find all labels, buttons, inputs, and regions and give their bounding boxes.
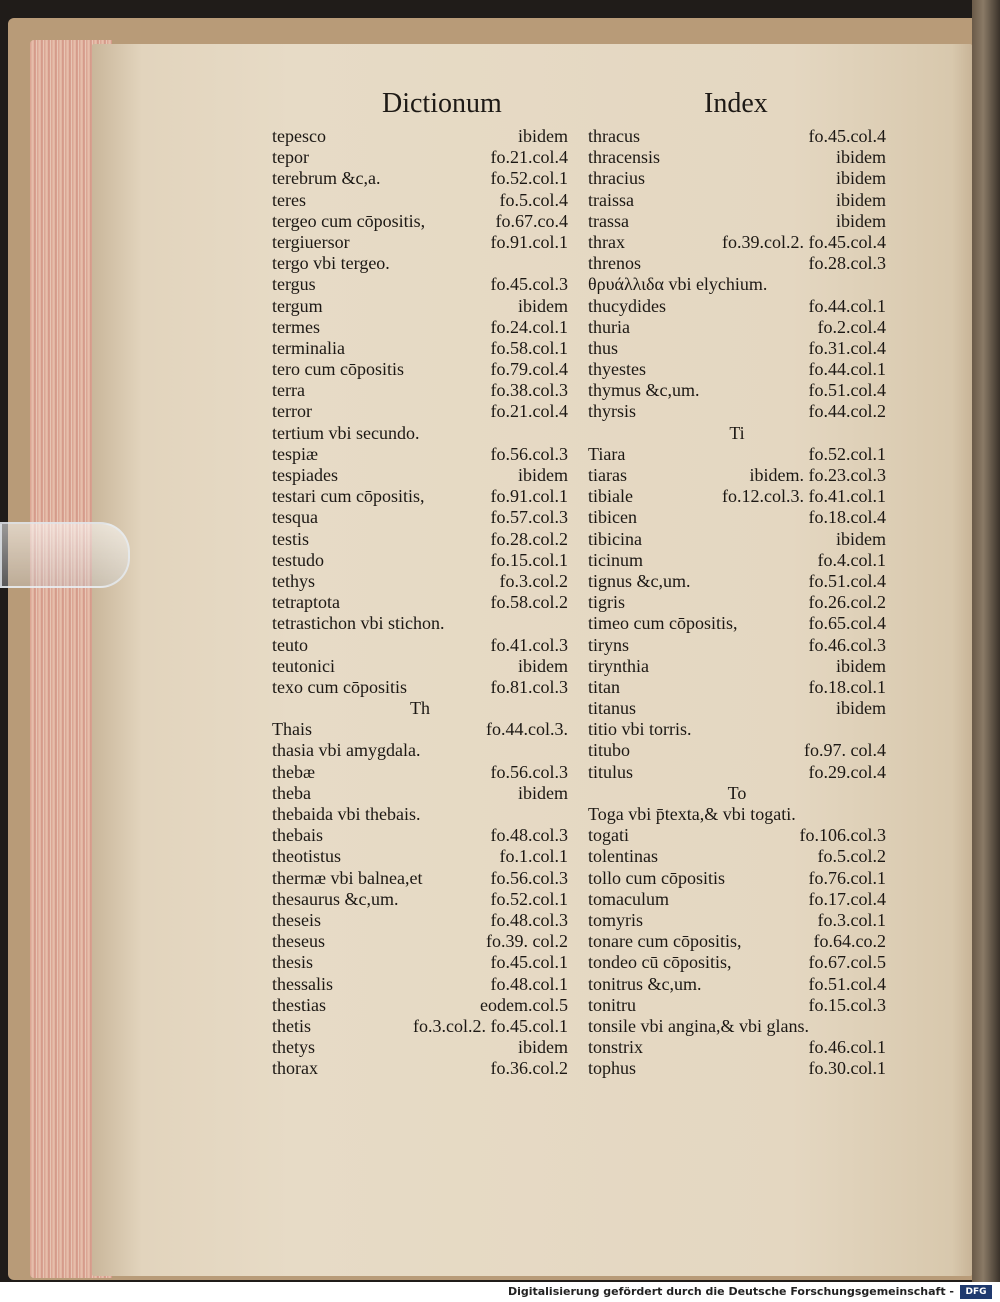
index-entry bbox=[588, 889, 886, 910]
index-term: thrax bbox=[588, 231, 625, 252]
section-heading bbox=[588, 783, 886, 804]
index-entry bbox=[588, 359, 886, 380]
index-entry bbox=[588, 444, 886, 465]
index-entry bbox=[588, 952, 886, 973]
index-term: theba bbox=[272, 782, 311, 803]
index-entry bbox=[588, 677, 886, 698]
index-term: Tiara bbox=[588, 443, 626, 464]
index-term: tollo cum cōpositis bbox=[588, 867, 725, 888]
index-term: tergiuersor bbox=[272, 231, 350, 252]
index-term: thesaurus &c,um. bbox=[272, 888, 399, 909]
index-reference: fo.51.col.4 bbox=[808, 973, 886, 994]
index-term: Toga vbi p̄texta,& vbi togati. bbox=[588, 804, 796, 824]
index-term: tespiades bbox=[272, 465, 338, 485]
index-term: testis bbox=[272, 528, 310, 549]
index-reference: fo.51.col.4 bbox=[808, 380, 886, 401]
index-reference: fo.81.col.3 bbox=[490, 676, 568, 697]
dfg-logo: DFG bbox=[960, 1285, 992, 1299]
index-term: θρυάλλιδα vbi elychium. bbox=[588, 274, 768, 295]
index-entry bbox=[272, 296, 568, 317]
index-term: terra bbox=[272, 380, 305, 401]
index-entry bbox=[272, 592, 568, 613]
index-entry bbox=[272, 635, 568, 656]
index-reference: fo.45.col.3 bbox=[490, 274, 568, 295]
index-term: terminalia bbox=[272, 337, 345, 358]
index-reference: fo.39. col.2 bbox=[486, 931, 568, 952]
index-entry bbox=[272, 910, 568, 931]
index-reference: fo.56.col.3 bbox=[490, 761, 568, 782]
index-term: tergum bbox=[272, 295, 323, 316]
index-reference: fo.17.col.4 bbox=[808, 888, 886, 909]
index-reference: fo.21.col.4 bbox=[490, 401, 568, 422]
index-term: thetys bbox=[272, 1037, 315, 1058]
index-entry bbox=[588, 868, 886, 889]
index-term: thuria bbox=[588, 316, 630, 337]
index-entry bbox=[588, 253, 886, 274]
index-entry bbox=[588, 613, 886, 634]
index-term: tiaras bbox=[588, 465, 627, 485]
index-reference: ibidem bbox=[518, 465, 568, 485]
index-entry bbox=[588, 740, 886, 761]
index-reference: ibidem bbox=[836, 189, 886, 210]
index-reference: fo.44.col.2 bbox=[808, 401, 886, 422]
index-column-left bbox=[272, 126, 568, 1079]
index-entry bbox=[272, 338, 568, 359]
index-term: thestias bbox=[272, 994, 326, 1015]
index-term: titanus bbox=[588, 698, 636, 719]
index-term: thebæ bbox=[272, 761, 315, 782]
index-term: thorax bbox=[272, 1058, 318, 1079]
index-term: tonstrix bbox=[588, 1037, 644, 1058]
index-term: texo cum cōpositis bbox=[272, 676, 407, 697]
index-entry bbox=[588, 804, 886, 825]
index-reference: fo.52.col.1 bbox=[490, 168, 568, 189]
index-term: theseis bbox=[272, 909, 321, 930]
index-reference: fo.46.col.3 bbox=[808, 634, 886, 655]
index-entry bbox=[272, 931, 568, 952]
index-entry bbox=[272, 952, 568, 973]
index-entry bbox=[588, 995, 886, 1016]
index-entry bbox=[272, 1058, 568, 1079]
index-reference: fo.29.col.4 bbox=[808, 761, 886, 782]
index-entry bbox=[272, 613, 568, 634]
index-entry bbox=[588, 147, 886, 168]
index-term: tonitru bbox=[588, 994, 636, 1015]
index-reference: fo.45.col.4 bbox=[808, 126, 886, 146]
index-term: theotistus bbox=[272, 846, 342, 867]
index-entry bbox=[588, 698, 886, 719]
index-entry bbox=[272, 783, 568, 804]
index-entry bbox=[272, 1016, 568, 1037]
index-reference: ibidem bbox=[518, 1037, 568, 1058]
index-term: thesis bbox=[272, 952, 314, 973]
index-term: threnos bbox=[588, 253, 641, 274]
index-entry bbox=[272, 846, 568, 867]
index-reference: fo.64.co.2 bbox=[813, 931, 886, 952]
index-reference: fo.41.col.3 bbox=[490, 634, 568, 655]
index-entry bbox=[272, 168, 568, 189]
index-entry bbox=[272, 274, 568, 295]
index-entry bbox=[272, 804, 568, 825]
index-reference: fo.26.col.2 bbox=[808, 592, 886, 613]
index-reference: fo.56.col.3 bbox=[490, 867, 568, 888]
index-reference: fo.97. col.4 bbox=[804, 740, 886, 761]
section-heading-label: Th bbox=[410, 698, 430, 719]
index-entry bbox=[272, 380, 568, 401]
index-entry bbox=[272, 507, 568, 528]
index-term: tiryns bbox=[588, 634, 630, 655]
index-entry bbox=[272, 147, 568, 168]
section-heading bbox=[588, 423, 886, 444]
index-reference: fo.31.col.4 bbox=[808, 337, 886, 358]
running-head-right: Index bbox=[704, 88, 768, 119]
index-reference: fo.57.col.3 bbox=[490, 507, 568, 528]
index-entry bbox=[588, 550, 886, 571]
index-term: thebais bbox=[272, 825, 323, 846]
index-reference: ibidem. fo.23.col.3 bbox=[749, 465, 886, 485]
section-heading bbox=[272, 698, 568, 719]
running-head-left: Dictionum bbox=[382, 88, 502, 119]
index-reference: fo.48.col.3 bbox=[490, 825, 568, 846]
index-reference: ibidem bbox=[836, 168, 886, 189]
index-term: tethys bbox=[272, 570, 315, 591]
index-term: teres bbox=[272, 189, 306, 210]
index-entry bbox=[272, 995, 568, 1016]
index-term: titulus bbox=[588, 761, 634, 782]
index-entry bbox=[272, 719, 568, 740]
index-entry bbox=[272, 868, 568, 889]
index-term: tophus bbox=[588, 1058, 637, 1079]
index-entry bbox=[588, 762, 886, 783]
index-reference: fo.21.col.4 bbox=[490, 147, 568, 168]
index-term: thracus bbox=[588, 126, 640, 146]
index-reference: fo.51.col.4 bbox=[808, 570, 886, 591]
index-entry bbox=[588, 211, 886, 232]
index-reference: fo.39.col.2. fo.45.col.4 bbox=[722, 231, 886, 252]
index-entry bbox=[272, 677, 568, 698]
index-term: thymus &c,um. bbox=[588, 380, 700, 401]
index-reference: fo.15.col.3 bbox=[808, 994, 886, 1015]
index-term: theseus bbox=[272, 931, 325, 952]
section-heading-label: Ti bbox=[729, 422, 745, 443]
index-term: tergus bbox=[272, 274, 316, 295]
index-term: thebaida vbi thebais. bbox=[272, 804, 421, 824]
index-term: tirynthia bbox=[588, 655, 649, 676]
index-term: tonsile vbi angina,& vbi glans. bbox=[588, 1015, 809, 1036]
index-term: tignus &c,um. bbox=[588, 570, 691, 591]
index-reference: ibidem bbox=[836, 698, 886, 719]
index-entry bbox=[588, 656, 886, 677]
index-term: tesqua bbox=[272, 507, 318, 528]
index-entry bbox=[588, 486, 886, 507]
index-entry bbox=[588, 529, 886, 550]
index-reference: fo.44.col.1 bbox=[808, 359, 886, 380]
index-term: teuto bbox=[272, 634, 308, 655]
footer-credit: Digitalisierung gefördert durch die Deutsche Forschungsgemeinschaft - bbox=[507, 1285, 954, 1298]
index-reference: fo.5.col.2 bbox=[817, 846, 886, 867]
index-reference: fo.46.col.1 bbox=[808, 1037, 886, 1058]
index-reference: fo.79.col.4 bbox=[490, 359, 568, 380]
index-entry bbox=[588, 635, 886, 656]
index-reference: fo.36.col.2 bbox=[490, 1058, 568, 1079]
index-reference: fo.106.col.3 bbox=[799, 825, 886, 846]
index-entry bbox=[272, 529, 568, 550]
index-term: thyestes bbox=[588, 359, 646, 380]
index-term: thasia vbi amygdala. bbox=[272, 740, 421, 761]
index-term: traissa bbox=[588, 189, 634, 210]
index-entry bbox=[588, 168, 886, 189]
index-reference: fo.67.co.4 bbox=[495, 210, 568, 231]
index-term: thracensis bbox=[588, 147, 660, 168]
index-term: tigris bbox=[588, 592, 626, 613]
index-entry bbox=[272, 401, 568, 422]
index-entry bbox=[272, 486, 568, 507]
index-reference: ibidem bbox=[518, 126, 568, 146]
index-reference: fo.2.col.4 bbox=[817, 316, 886, 337]
section-heading-label: To bbox=[727, 782, 747, 803]
index-reference: fo.45.col.1 bbox=[490, 952, 568, 973]
index-entry bbox=[588, 1037, 886, 1058]
index-term: tetraptota bbox=[272, 592, 340, 613]
index-term: tomaculum bbox=[588, 888, 669, 909]
index-entry bbox=[588, 380, 886, 401]
index-entry bbox=[272, 762, 568, 783]
index-column-right bbox=[588, 126, 886, 1079]
index-reference: fo.44.col.3. bbox=[486, 719, 568, 740]
index-term: thetis bbox=[272, 1015, 311, 1036]
index-entry bbox=[272, 317, 568, 338]
index-reference: ibidem bbox=[836, 528, 886, 549]
index-reference: fo.28.col.3 bbox=[808, 253, 886, 274]
index-reference: fo.52.col.1 bbox=[490, 888, 568, 909]
index-term: Thais bbox=[272, 719, 312, 740]
index-reference: ibidem bbox=[836, 655, 886, 676]
index-entry bbox=[272, 889, 568, 910]
index-term: tolentinas bbox=[588, 846, 658, 867]
index-term: tibiale bbox=[588, 486, 633, 507]
index-entry bbox=[272, 550, 568, 571]
index-reference: fo.48.col.3 bbox=[490, 909, 568, 930]
index-reference: ibidem bbox=[836, 147, 886, 168]
index-reference: fo.48.col.1 bbox=[490, 973, 568, 994]
index-reference: fo.58.col.1 bbox=[490, 337, 568, 358]
index-term: tomyris bbox=[588, 909, 644, 930]
index-term: tergo vbi tergeo. bbox=[272, 253, 390, 274]
index-reference: fo.91.col.1 bbox=[490, 486, 568, 507]
index-term: tespiæ bbox=[272, 443, 319, 464]
index-entry bbox=[272, 974, 568, 995]
index-reference: fo.15.col.1 bbox=[490, 549, 568, 570]
index-entry bbox=[272, 126, 568, 147]
index-entry bbox=[588, 719, 886, 740]
index-term: thus bbox=[588, 337, 619, 358]
index-term: tibicina bbox=[588, 528, 642, 549]
index-term: tibicen bbox=[588, 507, 637, 528]
index-reference: ibidem bbox=[518, 295, 568, 316]
index-reference: fo.18.col.1 bbox=[808, 676, 886, 697]
index-reference: fo.3.col.2. fo.45.col.1 bbox=[413, 1015, 568, 1036]
index-reference: fo.67.col.5 bbox=[808, 952, 886, 973]
index-reference: fo.5.col.4 bbox=[499, 189, 568, 210]
index-entry bbox=[272, 211, 568, 232]
index-entry bbox=[272, 359, 568, 380]
index-entry bbox=[272, 444, 568, 465]
index-term: testari cum cōpositis, bbox=[272, 486, 425, 507]
index-reference: fo.52.col.1 bbox=[808, 443, 886, 464]
index-term: titubo bbox=[588, 740, 631, 761]
index-term: tertium vbi secundo. bbox=[272, 422, 420, 443]
index-reference: fo.18.col.4 bbox=[808, 507, 886, 528]
index-reference: fo.30.col.1 bbox=[808, 1058, 886, 1079]
index-entry bbox=[272, 423, 568, 444]
index-term: terror bbox=[272, 401, 312, 422]
index-entry bbox=[588, 338, 886, 359]
index-reference: fo.1.col.1 bbox=[499, 846, 568, 867]
index-entry bbox=[588, 126, 886, 147]
index-reference: ibidem bbox=[836, 210, 886, 231]
index-entry bbox=[588, 232, 886, 253]
index-entry bbox=[588, 296, 886, 317]
index-entry bbox=[272, 1037, 568, 1058]
index-term: tepesco bbox=[272, 126, 326, 146]
index-reference: fo.91.col.1 bbox=[490, 231, 568, 252]
index-term: tergeo cum cōpositis, bbox=[272, 210, 426, 231]
index-term: tero cum cōpositis bbox=[272, 359, 404, 380]
index-entry bbox=[272, 571, 568, 592]
index-entry bbox=[588, 846, 886, 867]
index-term: testudo bbox=[272, 549, 324, 570]
index-term: tonitrus &c,um. bbox=[588, 973, 702, 994]
index-term: tepor bbox=[272, 147, 309, 168]
index-entry bbox=[588, 931, 886, 952]
index-entry bbox=[588, 507, 886, 528]
index-term: tetrastichon vbi stichon. bbox=[272, 613, 445, 634]
index-entry bbox=[588, 1058, 886, 1079]
index-reference: fo.3.col.1 bbox=[817, 909, 886, 930]
index-entry bbox=[588, 974, 886, 995]
index-entry bbox=[588, 592, 886, 613]
index-term: thyrsis bbox=[588, 401, 637, 422]
index-entry bbox=[272, 253, 568, 274]
index-reference: ibidem bbox=[518, 655, 568, 676]
index-term: tonare cum cōpositis, bbox=[588, 931, 742, 952]
page-clip bbox=[0, 522, 130, 588]
index-reference: fo.65.col.4 bbox=[808, 613, 886, 634]
index-reference: fo.58.col.2 bbox=[490, 592, 568, 613]
index-reference: fo.12.col.3. fo.41.col.1 bbox=[722, 486, 886, 507]
index-reference: fo.44.col.1 bbox=[808, 295, 886, 316]
index-term: thucydides bbox=[588, 295, 666, 316]
index-entry bbox=[272, 232, 568, 253]
book-spine bbox=[972, 0, 1000, 1282]
index-entry bbox=[588, 274, 886, 295]
index-reference: fo.3.col.2 bbox=[499, 570, 568, 591]
index-entry bbox=[588, 910, 886, 931]
index-entry bbox=[588, 190, 886, 211]
index-entry bbox=[588, 465, 886, 486]
index-entry bbox=[588, 825, 886, 846]
index-entry bbox=[272, 190, 568, 211]
index-term: thessalis bbox=[272, 973, 333, 994]
index-term: trassa bbox=[588, 210, 629, 231]
index-entry bbox=[272, 656, 568, 677]
index-entry bbox=[588, 401, 886, 422]
index-entry bbox=[588, 571, 886, 592]
index-term: titio vbi torris. bbox=[588, 719, 692, 740]
index-term: thracius bbox=[588, 168, 645, 189]
index-term: titan bbox=[588, 676, 620, 697]
index-reference: fo.76.col.1 bbox=[808, 867, 886, 888]
index-entry bbox=[272, 825, 568, 846]
index-entry bbox=[588, 1016, 886, 1037]
index-reference: fo.56.col.3 bbox=[490, 443, 568, 464]
index-reference: eodem.col.5 bbox=[480, 994, 568, 1015]
index-term: togati bbox=[588, 825, 629, 846]
footer-bar bbox=[0, 1282, 1000, 1302]
index-reference: fo.28.col.2 bbox=[490, 528, 568, 549]
index-entry bbox=[588, 317, 886, 338]
index-entry bbox=[272, 740, 568, 761]
index-term: teutonici bbox=[272, 655, 335, 676]
index-term: ticinum bbox=[588, 549, 643, 570]
index-term: thermæ vbi balnea,et bbox=[272, 867, 423, 888]
index-term: tondeo cū cōpositis, bbox=[588, 952, 732, 973]
index-reference: ibidem bbox=[518, 782, 568, 803]
index-reference: fo.38.col.3 bbox=[490, 380, 568, 401]
index-term: termes bbox=[272, 316, 320, 337]
index-term: timeo cum cōpositis, bbox=[588, 613, 738, 634]
index-reference: fo.24.col.1 bbox=[490, 316, 568, 337]
index-reference: fo.4.col.1 bbox=[817, 549, 886, 570]
index-term: terebrum &c,a. bbox=[272, 168, 381, 189]
index-entry bbox=[272, 465, 568, 486]
